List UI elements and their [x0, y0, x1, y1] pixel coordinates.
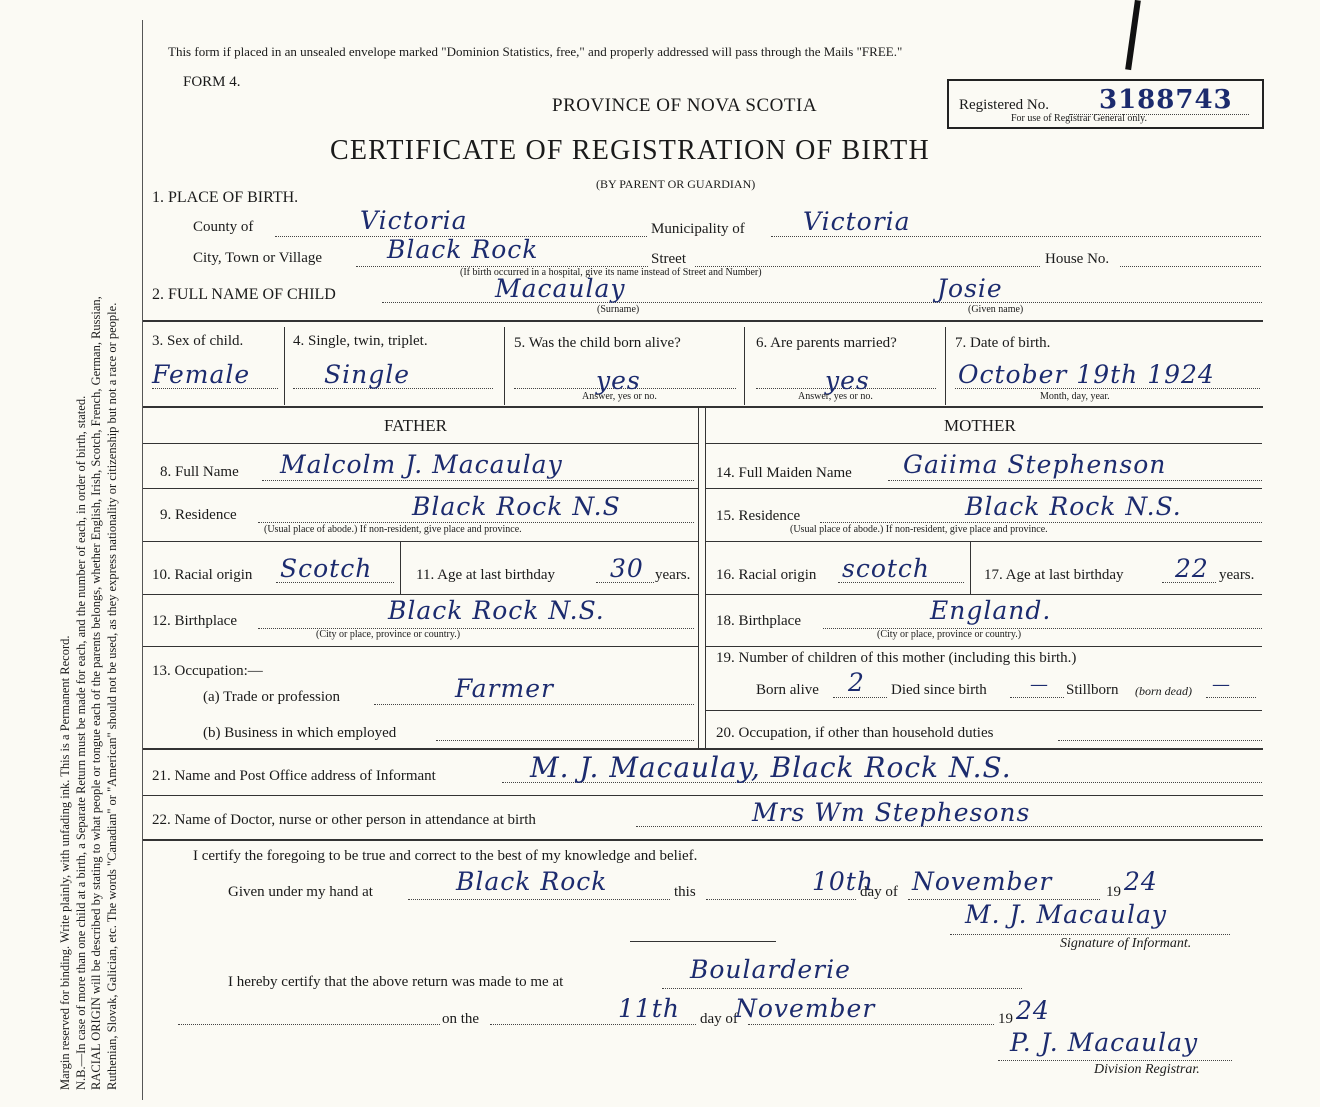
province-heading: PROVINCE OF NOVA SCOTIA — [552, 95, 818, 116]
sex-value: Female — [152, 360, 251, 389]
born-alive-value: yes — [596, 366, 641, 395]
father-residence-line — [258, 522, 694, 523]
mother-residence-label: 15. Residence — [716, 508, 801, 524]
multiple-birth-value: Single — [324, 360, 411, 389]
center-divider-b — [705, 408, 706, 748]
ink-stroke — [1125, 0, 1141, 70]
mother-name-label: 14. Full Maiden Name — [716, 465, 852, 481]
mother-occupation-label: 20. Occupation, if other than household duties — [716, 725, 994, 741]
parents-married-value: yes — [825, 366, 870, 395]
registrar-month-line — [748, 1024, 994, 1025]
registrar-day-line — [490, 1024, 696, 1025]
form-number: FORM 4. — [183, 74, 241, 90]
father-birthplace-note: (City or place, province or country.) — [316, 629, 461, 640]
informant-signature: M. J. Macaulay — [965, 900, 1168, 929]
parents-married-note: Answer, yes or no. — [798, 391, 873, 402]
county-label: County of — [193, 219, 254, 235]
surname-note: (Surname) — [597, 304, 640, 315]
dob-value: October 19th 1924 — [958, 360, 1215, 389]
sex-label: 3. Sex of child. — [152, 333, 244, 349]
col-divider-2 — [504, 327, 505, 405]
mother-row-14 — [706, 488, 1262, 489]
trade-line — [374, 704, 694, 705]
father-residence-label: 9. Residence — [160, 507, 237, 523]
father-name-value: Malcolm J. Macaulay — [280, 450, 563, 479]
born-alive-label: 5. Was the child born alive? — [514, 335, 681, 351]
certification-rule — [630, 941, 776, 942]
margin-instructions — [58, 30, 120, 1090]
mother-row-15 — [706, 541, 1262, 542]
born-alive-count-line — [833, 697, 887, 698]
father-birthplace-label: 12. Birthplace — [152, 613, 237, 629]
mother-row-19 — [706, 710, 1262, 711]
stillborn-value: — — [1212, 674, 1231, 695]
registrar-month-value: November — [735, 994, 876, 1023]
mother-heading-rule — [706, 443, 1262, 444]
divider-child — [143, 320, 1263, 322]
child-name-label: 2. FULL NAME OF CHILD — [152, 286, 336, 303]
mother-race-value: scotch — [842, 554, 931, 583]
mother-heading: MOTHER — [944, 416, 1016, 435]
informant-signature-label: Signature of Informant. — [1060, 936, 1192, 951]
child-surname-value: Macaulay — [495, 274, 626, 303]
father-name-line — [262, 480, 694, 481]
mother-age-value: 22 — [1175, 554, 1209, 583]
margin-note-2: N.B.—In case of more than one child at a birth, a Separate Return must be made for each, and the number of each, in order of birth, stated. — [73, 395, 88, 1090]
father-row-9 — [143, 541, 698, 542]
died-label: Died since birth — [891, 682, 987, 698]
dob-note: Month, day, year. — [1040, 391, 1110, 402]
mother-row-16 — [706, 594, 1262, 595]
dob-label: 7. Date of birth. — [955, 335, 1051, 351]
father-race-label: 10. Racial origin — [152, 567, 253, 583]
divider-parents — [143, 406, 1263, 408]
father-heading: FATHER — [384, 416, 447, 435]
father-age-unit: years. — [655, 567, 691, 583]
given-under-hand-label: Given under my hand at — [228, 884, 373, 900]
father-row-10 — [143, 594, 698, 595]
father-residence-value: Black Rock N.S — [412, 492, 621, 521]
doctor-value: Mrs Wm Stephesons — [752, 798, 1031, 827]
mother-birthplace-value: England. — [930, 596, 1052, 625]
registrar-year-prefix: 19 — [998, 1011, 1013, 1027]
center-divider-a — [698, 408, 699, 748]
registrar-place-value: Boularderie — [690, 955, 851, 984]
mother-residence-note: (Usual place of abode.) If non-resident, give place and province. — [790, 524, 1048, 535]
given-month-value: November — [912, 867, 1053, 896]
certificate-title: CERTIFICATE OF REGISTRATION OF BIRTH — [330, 135, 930, 166]
divider-doctor — [143, 795, 1263, 796]
margin-note-1: Margin reserved for binding. Write plainly, with unfading ink. This is a Permanent Record. — [58, 635, 72, 1090]
col-divider-3 — [744, 327, 745, 405]
given-place-value: Black Rock — [456, 867, 608, 896]
margin-note-4: Ruthenian, Slovak, Galician, etc. The words "Canadian" or "American" should not be used, as they express nationality or citizenship but not a race or people. — [104, 302, 119, 1090]
multiple-birth-label: 4. Single, twin, triplet. — [293, 333, 428, 349]
on-the-label: on the — [442, 1011, 480, 1027]
col-divider-4 — [945, 327, 946, 405]
mother-birthplace-label: 18. Birthplace — [716, 613, 801, 629]
house-label: House No. — [1045, 251, 1110, 267]
city-label: City, Town or Village — [193, 250, 323, 266]
mail-note: This form if placed in an unsealed envelope marked "Dominion Statistics, free," and properly addressed will pass through the Mails "FREE." — [168, 44, 903, 59]
registrar-signature-line — [998, 1060, 1232, 1061]
registrar-day-value: 11th — [618, 994, 680, 1023]
certificate-subtitle: (BY PARENT OR GUARDIAN) — [596, 177, 756, 191]
municipality-line — [771, 236, 1261, 237]
informant-signature-line — [950, 934, 1230, 935]
informant-value: M. J. Macaulay, Black Rock N.S. — [530, 751, 1012, 784]
business-label: (b) Business in which employed — [203, 725, 397, 741]
mother-race-label: 16. Racial origin — [716, 567, 817, 583]
given-year-value: 24 — [1124, 867, 1158, 896]
father-age-label: 11. Age at last birthday — [416, 567, 555, 583]
mother-birthplace-note: (City or place, province or country.) — [877, 629, 1022, 640]
trade-label: (a) Trade or profession — [203, 689, 341, 705]
house-line — [1120, 266, 1261, 267]
registrar-lead-line — [178, 1024, 440, 1025]
given-year-prefix: 19 — [1106, 884, 1121, 900]
mother-row-18 — [706, 646, 1262, 647]
died-line — [1010, 697, 1064, 698]
stillborn-label: Stillborn — [1066, 682, 1119, 698]
this-label: this — [674, 884, 696, 900]
given-place-line — [408, 899, 670, 900]
father-age-value: 30 — [610, 554, 644, 583]
stillborn-note: (born dead) — [1135, 684, 1192, 698]
father-race-value: Scotch — [280, 554, 373, 583]
margin-note-3: RACIAL ORIGIN will be described by stating to what people or tongue each of the parents belongs, whether English, Irish, Scotch, French, German, Russian, — [89, 296, 103, 1090]
mother-residence-value: Black Rock N.S. — [965, 492, 1182, 521]
father-residence-note: (Usual place of abode.) If non-resident, give place and province. — [264, 524, 522, 535]
registered-label: Registered No. — [959, 97, 1049, 113]
divider-informant — [143, 748, 1263, 750]
father-name-label: 8. Full Name — [160, 464, 239, 480]
father-birthplace-value: Black Rock N.S. — [388, 596, 605, 625]
city-value: Black Rock — [387, 235, 539, 264]
mother-age-unit: years. — [1219, 567, 1255, 583]
father-row-8 — [143, 488, 698, 489]
died-value: — — [1030, 674, 1049, 695]
registrar-note: For use of Registrar General only. — [1011, 113, 1147, 124]
mother-name-line — [888, 480, 1262, 481]
hospital-note: (If birth occurred in a hospital, give its name instead of Street and Number) — [460, 267, 762, 278]
born-alive-count-label: Born alive — [756, 682, 819, 698]
given-note: (Given name) — [968, 304, 1024, 315]
children-count-label: 19. Number of children of this mother (including this birth.) — [716, 650, 1077, 666]
business-line — [436, 740, 694, 741]
doctor-label: 22. Name of Doctor, nurse or other person in attendance at birth — [152, 812, 536, 828]
given-day-value: 10th — [812, 867, 874, 896]
divider-certification — [143, 839, 1263, 841]
registered-number-box — [947, 79, 1264, 129]
stillborn-line — [1206, 697, 1256, 698]
registrar-signature: P. J. Macaulay — [1010, 1028, 1199, 1057]
mother-name-value: Gaiima Stephenson — [903, 450, 1167, 479]
child-given-value: Josie — [937, 274, 1003, 303]
mother-occupation-line — [1058, 740, 1262, 741]
given-day-line — [706, 899, 856, 900]
place-of-birth-heading: 1. PLACE OF BIRTH. — [152, 189, 299, 206]
father-row-12 — [143, 646, 698, 647]
mother-race-divider — [970, 541, 971, 594]
parents-married-label: 6. Are parents married? — [756, 335, 897, 351]
mother-age-label: 17. Age at last birthday — [984, 567, 1124, 583]
registrar-statement: I hereby certify that the above return was made to me at — [228, 974, 564, 990]
born-alive-count-value: 2 — [848, 668, 865, 697]
county-value: Victoria — [360, 206, 468, 235]
father-heading-rule — [143, 443, 698, 444]
registrar-signature-label: Division Registrar. — [1094, 1062, 1200, 1077]
col-divider-1 — [284, 327, 285, 405]
street-label: Street — [651, 251, 686, 267]
mother-residence-line — [820, 522, 1262, 523]
margin-rule — [142, 20, 143, 1100]
father-race-divider — [400, 541, 401, 594]
father-occupation-label: 13. Occupation:— — [152, 663, 263, 679]
given-day-of-label: day of — [860, 884, 898, 900]
born-alive-note: Answer, yes or no. — [582, 391, 657, 402]
registered-value: 3188743 — [1099, 85, 1233, 115]
registrar-year-value: 24 — [1016, 996, 1050, 1025]
municipality-label: Municipality of — [651, 221, 745, 237]
trade-value: Farmer — [455, 674, 554, 703]
certify-statement: I certify the foregoing to be true and correct to the best of my knowledge and belief. — [193, 848, 698, 864]
municipality-value: Victoria — [803, 207, 911, 236]
informant-label: 21. Name and Post Office address of Informant — [152, 768, 436, 784]
registrar-day-of-label: day of — [700, 1011, 738, 1027]
registrar-place-line — [662, 988, 1022, 989]
